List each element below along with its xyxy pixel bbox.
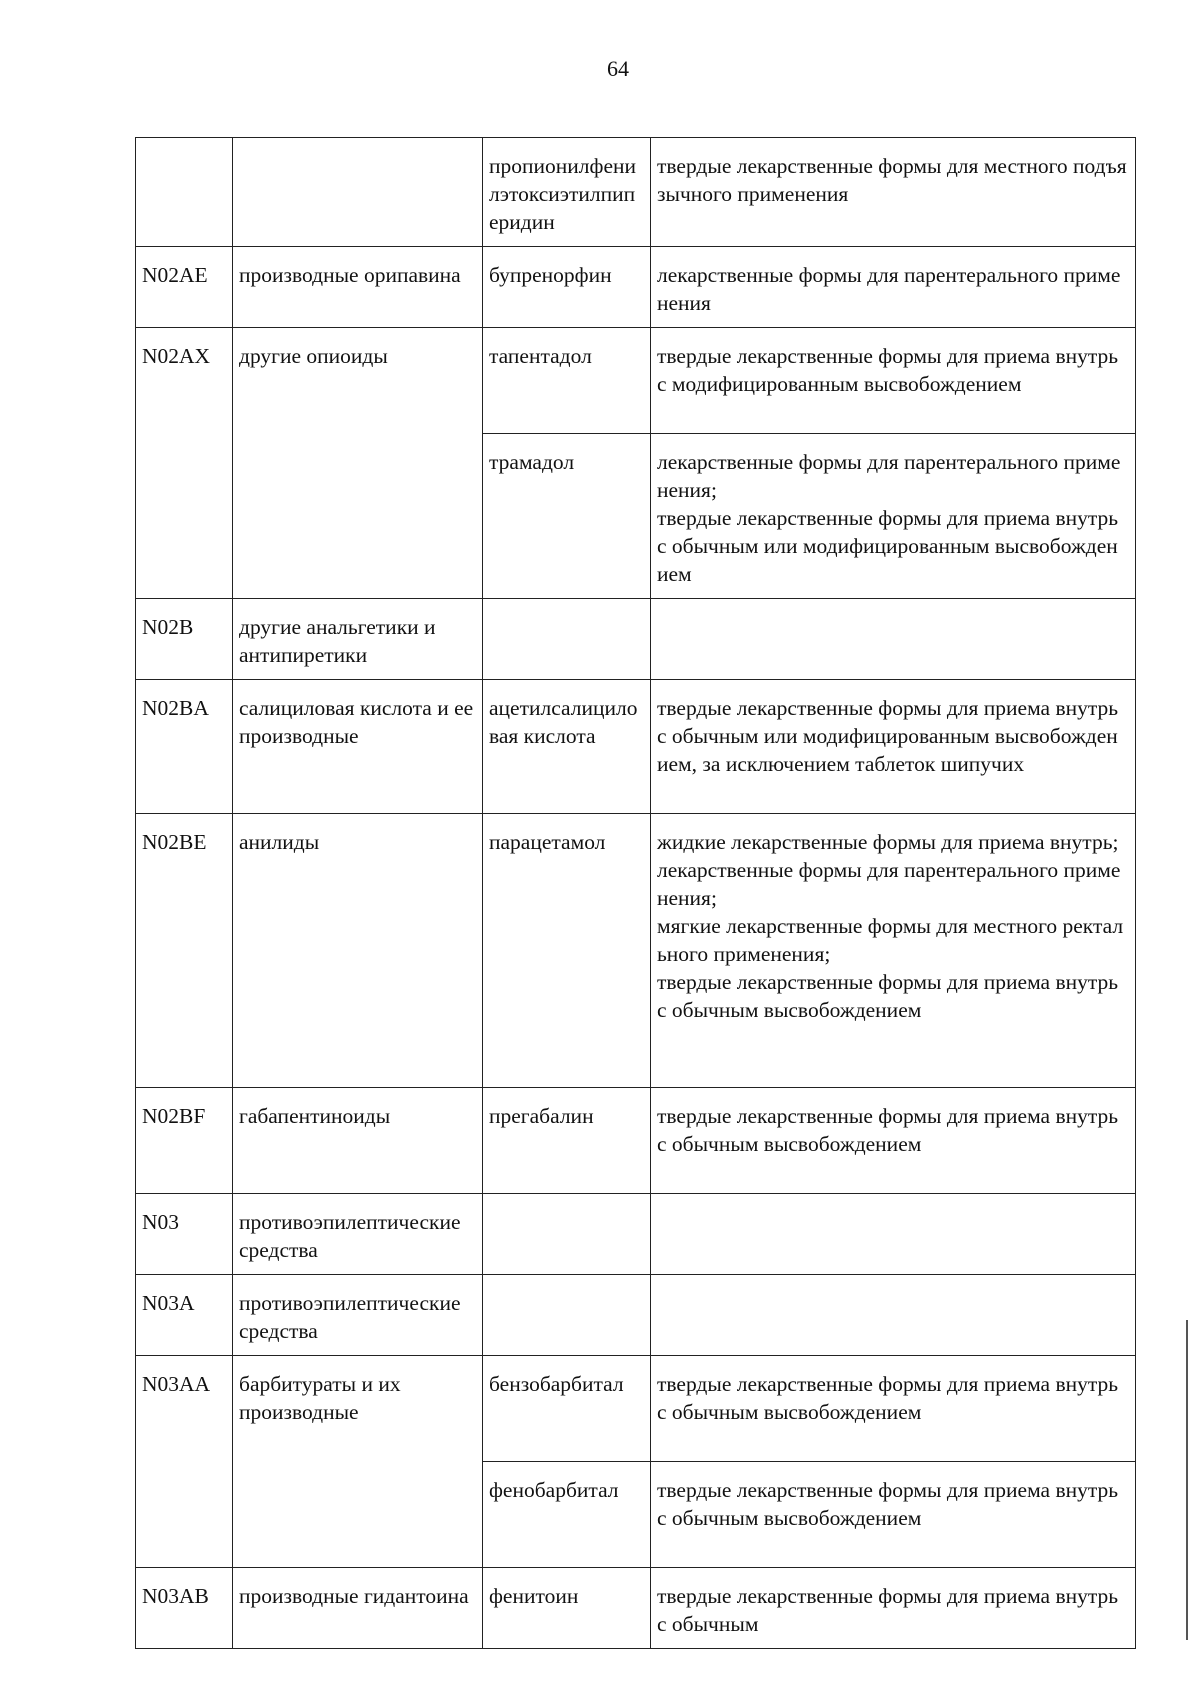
drug-name-cell: трамадол [483,434,651,599]
group-name-cell: противоэпилептические средства [233,1275,483,1356]
page-number: 64 [607,56,629,81]
table-row [136,680,1136,814]
dosage-forms-cell [651,680,1136,814]
drug-name-cell: прегабалин [483,1088,651,1194]
dosage-form-text: твердые лекарственные формы для приема внутрь с обычным высвобождением [657,970,1119,1022]
dosage-forms-cell [651,1568,1136,1649]
atc-code-cell: N02AE [136,247,233,328]
drug-name-cell: парацетамол [483,814,651,1088]
dosage-forms-cell [651,247,1136,328]
drug-name-cell: бензобарбитал [483,1356,651,1462]
atc-code-cell: N02B [136,599,233,680]
dosage-forms-cell [651,138,1136,247]
dosage-form-text: твердые лекарственные формы для местного подъязычного применения [657,154,1127,206]
table-row [136,1568,1136,1649]
dosage-form-text: твердые лекарственные формы для приема внутрь с модифицированным высвобождением [657,344,1119,396]
group-name-cell: барбитураты и их производные [233,1356,483,1568]
group-name-cell: производные орипавина [233,247,483,328]
atc-code-cell: N03 [136,1194,233,1275]
dosage-form-text: лекарственные формы для парентерального применения; [657,450,1121,502]
group-name-cell: противоэпилептические средства [233,1194,483,1275]
drug-name-cell: тапентадол [483,328,651,434]
atc-code-cell: N03AA [136,1356,233,1568]
atc-code-cell: N02BA [136,680,233,814]
atc-code-cell: N02BE [136,814,233,1088]
atc-code-cell: N03A [136,1275,233,1356]
table-row [136,247,1136,328]
dosage-form-text: мягкие лекарственные формы для местного ректального применения; [657,914,1124,966]
scan-edge-mark [1186,1320,1188,1640]
drug-name-cell [483,1275,651,1356]
group-name-cell [233,138,483,247]
drug-name-cell: ацетилсалициловая кислота [483,680,651,814]
dosage-form-text: твердые лекарственные формы для приема внутрь с обычным высвобождением [657,1372,1119,1424]
dosage-forms-cell [651,1356,1136,1462]
atc-code-cell: N02AX [136,328,233,599]
table-row [136,1194,1136,1275]
group-name-cell: салициловая кислота и ее производные [233,680,483,814]
dosage-forms-cell [651,1088,1136,1194]
drug-name-cell [483,1194,651,1275]
atc-code-cell: N02BF [136,1088,233,1194]
table-row [136,814,1136,1088]
drug-name-cell: фенобарбитал [483,1462,651,1568]
drug-name-cell [483,599,651,680]
group-name-cell: производные гидантоина [233,1568,483,1649]
dosage-form-text: твердые лекарственные формы для приема внутрь с обычным высвобождением [657,1104,1119,1156]
dosage-form-text: твердые лекарственные формы для приема внутрь с обычным высвобождением [657,1478,1119,1530]
dosage-forms-cell [651,434,1136,599]
atc-code-cell [136,138,233,247]
drug-table [135,137,1136,1649]
table-row [136,1275,1136,1356]
dosage-forms-cell [651,328,1136,434]
dosage-form-text: лекарственные формы для парентерального применения; [657,858,1121,910]
atc-code-cell: N03AB [136,1568,233,1649]
table-row [136,599,1136,680]
dosage-form-text: твердые лекарственные формы для приема внутрь с обычным или модифицированным высвобождением, за исключением таблеток шипучих [657,696,1119,776]
table-row [136,328,1136,434]
drug-name-cell: фенитоин [483,1568,651,1649]
dosage-forms-cell [651,1462,1136,1568]
dosage-form-text: лекарственные формы для парентерального применения [657,263,1121,315]
group-name-cell: другие анальгетики и антипиретики [233,599,483,680]
dosage-form-text: твердые лекарственные формы для приема внутрь с обычным или модифицированным высвобождением [657,506,1119,586]
group-name-cell: другие опиоиды [233,328,483,599]
dosage-form-text: твердые лекарственные формы для приема внутрь с обычным [657,1584,1119,1636]
dosage-forms-cell [651,1194,1136,1275]
drug-name-cell: бупренорфин [483,247,651,328]
drug-name-cell: пропионилфенилэтоксиэтилпиперидин [483,138,651,247]
dosage-forms-cell [651,1275,1136,1356]
table-row [136,1356,1136,1462]
group-name-cell: габапентиноиды [233,1088,483,1194]
table-row [136,138,1136,247]
dosage-forms-cell [651,814,1136,1088]
table-row [136,1088,1136,1194]
dosage-forms-cell [651,599,1136,680]
group-name-cell: анилиды [233,814,483,1088]
dosage-form-text: жидкие лекарственные формы для приема внутрь; [657,830,1119,854]
